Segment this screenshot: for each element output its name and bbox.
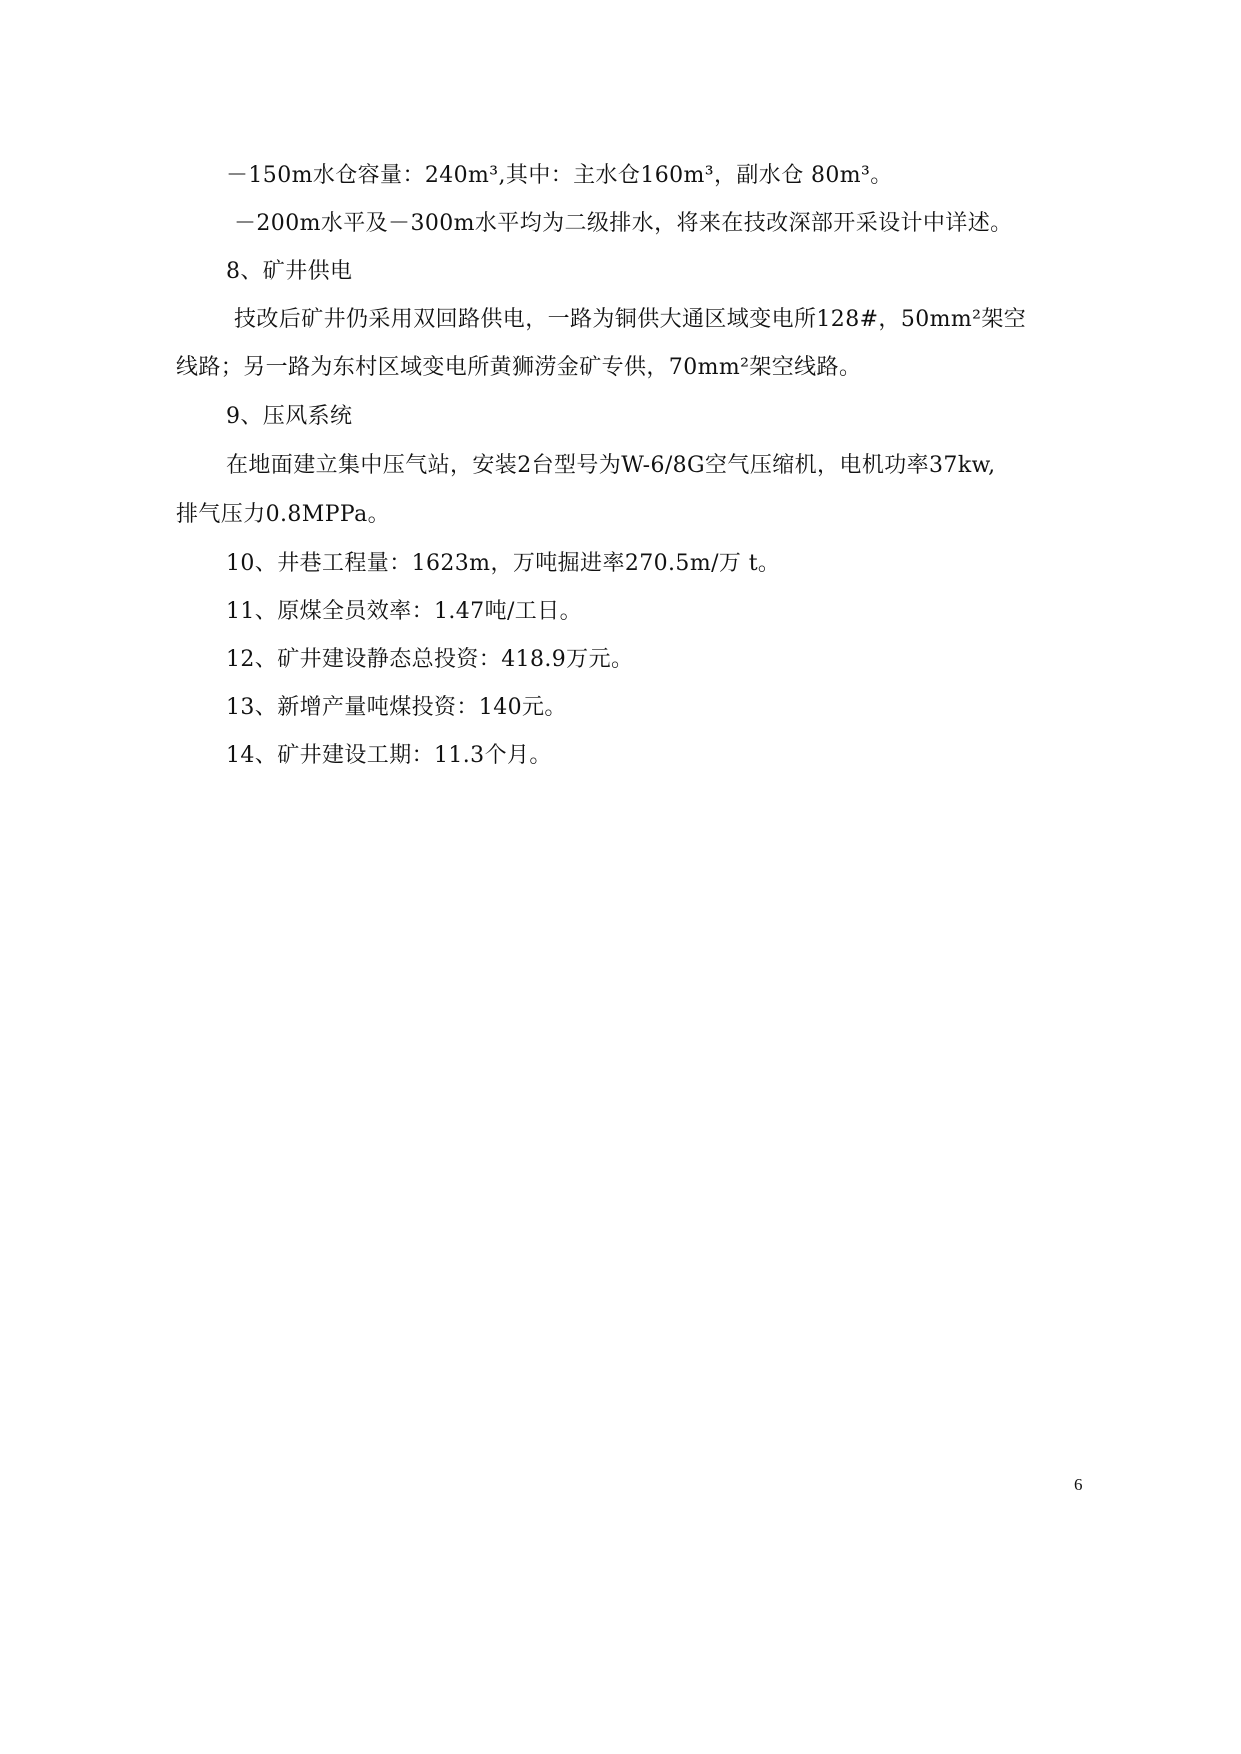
text-line-investment: 12、矿井建设静态总投资：418.9万元。 (226, 647, 634, 672)
text-line-compressor-2: 排气压力0.8MPPa。 (176, 502, 391, 527)
text-line-efficiency: 11、原煤全员效率：1.47吨/工日。 (226, 599, 582, 624)
text-line-roadway-quantity: 10、井巷工程量：1623m，万吨掘进率270.5m/万 t。 (226, 551, 781, 576)
section-heading-compressed-air: 9、压风系统 (226, 404, 353, 429)
text-line-construction-period: 14、矿井建设工期：11.3个月。 (226, 743, 552, 768)
section-heading-power-supply: 8、矿井供电 (226, 259, 353, 284)
text-line-ton-investment: 13、新增产量吨煤投资：140元。 (226, 695, 567, 720)
text-line-water-tank-capacity: －150m水仓容量：240m³,其中：主水仓160m³，副水仓 80m³。 (226, 163, 893, 188)
text-line-power-supply-1: 技改后矿井仍采用双回路供电，一路为铜供大通区域变电所128#，50mm²架空 (234, 307, 1027, 332)
text-line-power-supply-2: 线路；另一路为东村区域变电所黄狮涝金矿专供，70mm²架空线路。 (176, 355, 862, 380)
text-line-drainage: －200m水平及－300m水平均为二级排水，将来在技改深部开采设计中详述。 (234, 211, 1013, 236)
text-line-compressor-1: 在地面建立集中压气站，安装2台型号为W-6/8G空气压缩机，电机功率37kw, (226, 453, 996, 478)
page-number: 6 (1074, 1475, 1083, 1494)
